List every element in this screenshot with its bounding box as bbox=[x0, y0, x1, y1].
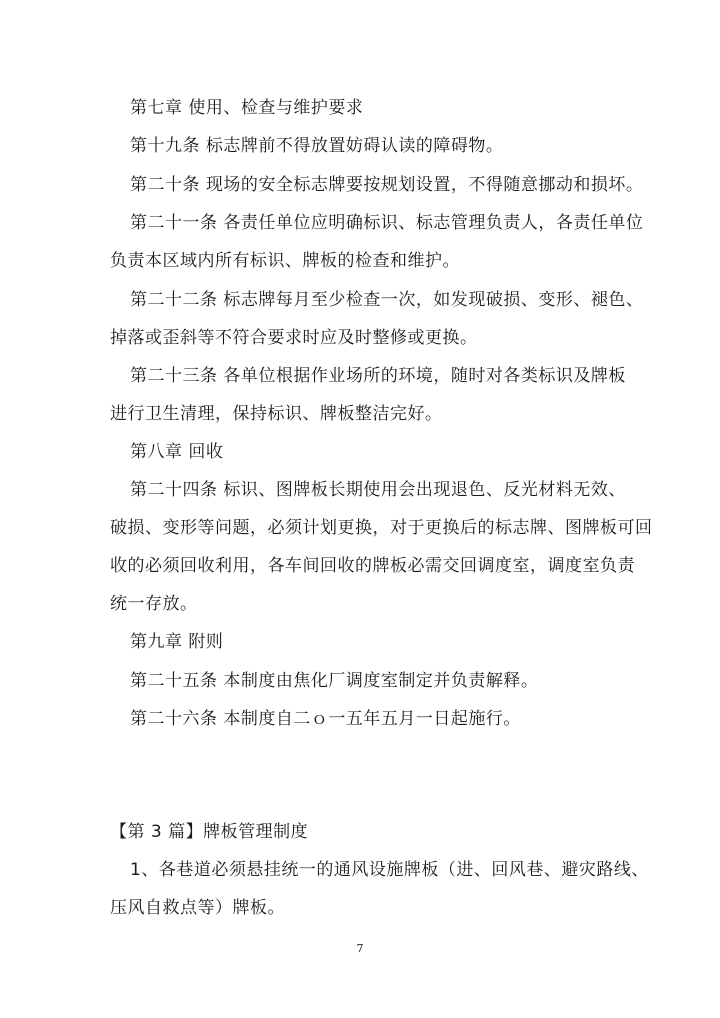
article-21-line-1: 第二十一条 各责任单位应明确标识、标志管理负责人，各责任单位 bbox=[130, 213, 644, 233]
chapter-9-heading: 第九章 附则 bbox=[130, 632, 224, 652]
article-24-line-4: 统一存放。 bbox=[110, 594, 198, 614]
article-23-line-1: 第二十三条 各单位根据作业场所的环境，随时对各类标识及牌板 bbox=[130, 366, 626, 386]
section-3-heading: 【第 3 篇】牌板管理制度 bbox=[110, 822, 309, 842]
article-25: 第二十五条 本制度由焦化厂调度室制定并负责解释。 bbox=[130, 671, 539, 691]
item-1-line-1: 1、各巷道必须悬挂统一的通风设施牌板（进、回风巷、避灾路线、 bbox=[130, 860, 649, 880]
article-19: 第十九条 标志牌前不得放置妨碍认读的障碍物。 bbox=[130, 136, 504, 156]
article-26: 第二十六条 本制度自二ｏ一五年五月一日起施行。 bbox=[130, 709, 521, 729]
article-22-line-2: 掉落或歪斜等不符合要求时应及时整修或更换。 bbox=[110, 328, 478, 348]
item-1-line-2: 压风自救点等）牌板。 bbox=[110, 898, 285, 918]
article-23-line-2: 进行卫生清理，保持标识、牌板整洁完好。 bbox=[110, 404, 443, 424]
article-24-line-3: 收的必须回收利用，各车间回收的牌板必需交回调度室，调度室负责 bbox=[110, 556, 635, 576]
page-number: 7 bbox=[356, 942, 364, 955]
article-20: 第二十条 现场的安全标志牌要按规划设置，不得随意挪动和损坏。 bbox=[130, 175, 644, 195]
article-24-line-1: 第二十四条 标识、图牌板长期使用会出现退色、反光材料无效、 bbox=[130, 480, 626, 500]
article-22-line-1: 第二十二条 标志牌每月至少检查一次，如发现破损、变形、褪色、 bbox=[130, 290, 644, 310]
article-24-line-2: 破损、变形等问题，必须计划更换，对于更换后的标志牌、图牌板可回 bbox=[110, 518, 653, 538]
article-21-line-2: 负责本区域内所有标识、牌板的检查和维护。 bbox=[110, 251, 460, 271]
chapter-7-heading: 第七章 使用、检查与维护要求 bbox=[130, 98, 364, 118]
chapter-8-heading: 第八章 回收 bbox=[130, 442, 224, 462]
